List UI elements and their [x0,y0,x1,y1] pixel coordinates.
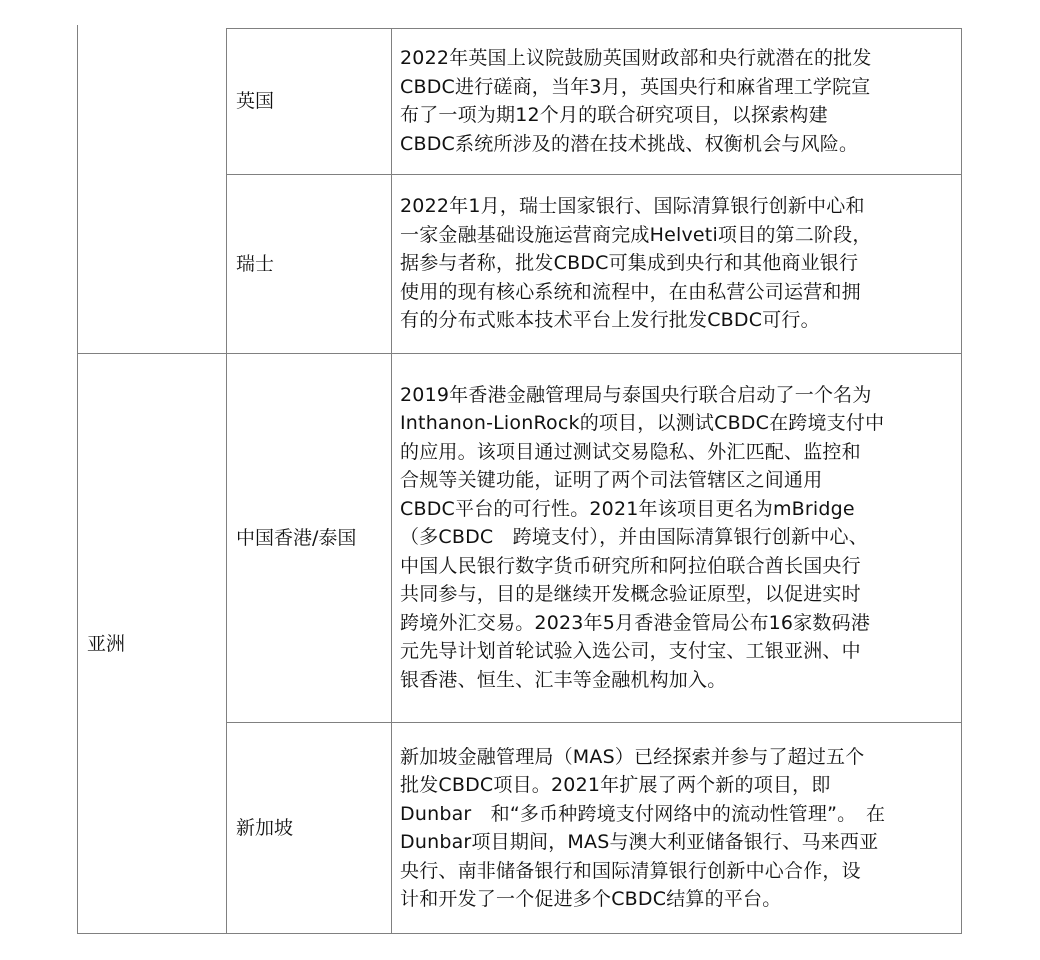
region-label-asia: 亚洲 [87,632,126,655]
country-cell-switzerland [226,174,391,353]
description-line: CBDC进行磋商，当年3月，英国央行和麻省理工学院宣 [400,75,871,98]
description-text-hongkong-thailand [400,381,884,695]
description-text-uk [400,44,872,158]
table-divider-col1 [226,28,227,934]
table-border-bottom [77,933,962,934]
cbdc-projects-table [77,25,962,934]
description-line: 央行、南非储备银行和国际清算银行创新中心合作，设 [400,859,861,882]
description-line: 一家金融基础设施运营商完成Helveti项目的第二阶段， [400,223,872,246]
row-divider-hk-singapore [226,722,962,723]
description-line: 中国人民银行数字货币研究所和阿拉伯联合酋长国央行 [400,554,861,577]
table-border-left [77,25,78,934]
description-line: 新加坡金融管理局（MAS）已经探索并参与了超过五个 [400,745,865,768]
country-label-singapore: 新加坡 [236,817,294,839]
description-line: 2022年英国上议院鼓励英国财政部和央行就潜在的批发 [400,47,872,69]
description-line: Inthanon-LionRock的项目，以测试CBDC在跨境支付中 [400,412,885,435]
description-text-singapore [400,743,885,914]
description-cell-switzerland [391,174,962,353]
description-line: CBDC系统所涉及的潜在技术挑战、权衡机会与风险。 [400,132,859,155]
description-line: （多CBDC 跨境支付），并由国际清算银行创新中心、 [400,526,868,549]
table-border-right [961,28,962,934]
description-line: CBDC平台的可行性。2021年该项目更名为mBridge [400,497,855,520]
description-line: 2022年1月，瑞士国家银行、国际清算银行创新中心和 [400,195,865,218]
description-line: 的应用。该项目通过测试交易隐私、外汇匹配、监控和 [400,440,861,463]
description-line: Dunbar 和“多币种跨境支付网络中的流动性管理”。 在 [400,802,886,825]
description-line: 有的分布式账本技术平台上发行批发CBDC可行。 [400,309,820,332]
country-cell-singapore [226,722,391,934]
region-cell-europe-continued [77,25,226,353]
description-line: 使用的现有核心系统和流程中，在由私营公司运营和拥 [400,280,861,303]
description-line: 批发CBDC项目。2021年扩展了两个新的项目，即 [400,774,831,796]
description-line: 跨境外汇交易。2023年5月香港金管局公布16家数码港 [400,611,871,634]
description-line: 元先导计划首轮试验入选公司，支付宝、工银亚洲、中 [400,640,861,663]
table-border-top [226,28,962,29]
description-text-switzerland [400,192,872,335]
country-label-uk: 英国 [236,90,275,112]
table-divider-col2 [391,28,392,934]
country-cell-hongkong-thailand [226,353,391,722]
description-line: 据参与者称，批发CBDC可集成到央行和其他商业银行 [400,252,859,275]
region-cell-asia [77,353,226,934]
description-line: 共同参与，目的是继续开发概念验证原型，以促进实时 [400,583,861,606]
description-line: 2019年香港金融管理局与泰国央行联合启动了一个名为 [400,383,872,406]
description-cell-singapore [391,722,962,934]
row-divider-uk-switzerland [226,174,962,175]
country-cell-uk [226,28,391,174]
description-cell-hongkong-thailand [391,353,962,722]
description-line: 银香港、恒生、汇丰等金融机构加入。 [400,668,727,691]
country-label-switzerland: 瑞士 [236,252,275,275]
description-line: Dunbar项目期间，MAS与澳大利亚储备银行、马来西亚 [400,831,879,853]
description-line: 计和开发了一个促进多个CBDC结算的平台。 [400,888,782,910]
description-cell-uk [391,28,962,174]
description-line: 合规等关键功能，证明了两个司法管辖区之间通用 [400,469,823,492]
description-line: 布了一项为期12个月的联合研究项目，以探索构建 [400,104,828,126]
country-label-hongkong-thailand: 中国香港/泰国 [236,526,357,549]
row-divider-europe-asia [77,353,962,354]
